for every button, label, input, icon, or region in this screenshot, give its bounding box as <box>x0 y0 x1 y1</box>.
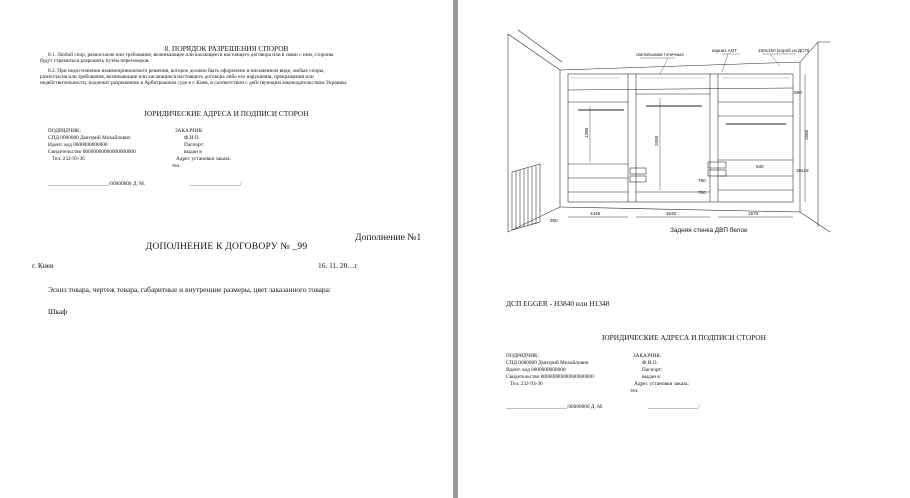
dim-2560: 2560 <box>804 129 809 140</box>
contractor-id: Идент. код 0000000000000 <box>48 142 108 148</box>
contractor-signature-line: _______________________/00000000 Д. М. <box>48 181 146 187</box>
customer-address-right: Адрес установки заказа: <box>634 381 689 387</box>
dim-1570: 1570 <box>748 211 759 216</box>
customer-phone: тел. <box>172 163 181 169</box>
customer-signature-line: ___________________/ <box>190 181 242 187</box>
dim-700: 700 <box>698 190 706 195</box>
label-box: 150х150 (короб из ДСП) <box>758 48 810 53</box>
contractor-name-right: СПД 0000000 Дмитрий Михайлович <box>506 360 589 366</box>
contractor-phone-right: Тел. 232-93-36 <box>510 381 543 387</box>
contractor-certificate-right: Свидетельство 00000000000000000000 <box>506 374 594 380</box>
dim-530: 530 <box>756 164 764 169</box>
city: г. Киев <box>32 261 54 270</box>
contractor-name: СПД 0000000 Дмитрий Михайлович <box>48 135 131 141</box>
wardrobe-drawing <box>500 22 840 242</box>
customer-address: Адрес установки заказа: <box>176 156 231 162</box>
addendum-label: Дополнение №1 <box>355 232 422 243</box>
paragraph-8-2-line-3: недействительности, подлежат разрешению в Арбитражном суде в г. Киев, в соответствии с действующим законодательством Украины. <box>40 80 348 86</box>
paragraph-8-1-line-2: будут стремиться разрешить путём переговоров. <box>40 58 150 64</box>
customer-fio-right: Ф.И.О. <box>642 360 658 366</box>
item-name: Шкаф <box>48 307 68 316</box>
contractor-label-right: ПОДРЯДЧИК: <box>506 353 540 359</box>
section-title: 8. ПОРЯДОК РАЗРЕШЕНИЯ СПОРОВ <box>164 44 289 53</box>
date: 16. 11. 20…г <box>318 261 358 270</box>
customer-passport: Паспорт: <box>184 142 205 148</box>
sketch-description: Эскиз товара, чертеж товара, габаритные и внутренние размеры, цвет заказанного товара: <box>48 285 331 294</box>
customer-phone-right: тел. <box>630 388 639 394</box>
dim-1445: 1445 <box>590 211 601 216</box>
drawing-caption: Задняя стенка ДВП белое <box>670 227 748 234</box>
contractor-label: ПОДРЯДЧИК: <box>48 128 82 134</box>
customer-fio: Ф.И.О. <box>184 135 200 141</box>
addendum-title: ДОПОЛНЕНИЕ К ДОГОВОРУ № _99 <box>145 241 308 252</box>
contractor-certificate: Свидетельство 00000000000000000000 <box>48 149 136 155</box>
customer-signature-line-right: ___________________/ <box>648 404 700 410</box>
paragraph-8-2-line-1: 8.2. При недостижении взаимоприемлемого решения, которое должно быть оформлено в письменном виде, любые споры, <box>48 68 325 74</box>
dim-1640: 1640 <box>666 211 677 216</box>
dim-18x18: 18х18 <box>796 168 809 173</box>
document-page-left <box>0 0 453 498</box>
customer-label-right: ЗАКАЗЧИК: <box>633 353 662 359</box>
label-lights: светильники точечные <box>636 52 684 57</box>
customer-label: ЗАКАЗЧИК: <box>175 128 204 134</box>
document-page-right <box>458 0 910 498</box>
dim-1390: 1390 <box>584 127 589 138</box>
addresses-title-right: ЮРИДИЧЕСКИЕ АДРЕСА И ПОДПИСИ СТОРОН <box>602 333 766 342</box>
label-crown: карниз AGT <box>712 48 738 53</box>
contractor-id-right: Идент. код 0000000000000 <box>506 367 566 373</box>
dim-350: 350 <box>550 218 558 223</box>
paragraph-8-1-line-1: 8.1. Любой спор, разногласие или требование, возникающее или касающееся настоящего договора или в связи с ним, стороны <box>48 52 334 58</box>
customer-passport-right: Паспорт: <box>642 367 663 373</box>
dim-590: 590 <box>794 90 802 95</box>
paragraph-8-2-line-2: разногласия или требования, возникающие или касающиеся настоящего договора либо его нарушения, прекращения или <box>40 74 314 80</box>
contractor-phone: Тел. 232-93-36 <box>52 156 85 162</box>
customer-issued: выдан в <box>184 149 202 155</box>
material-line: ДСП EGGER - H3840 или H1348 <box>506 299 610 308</box>
addresses-title: ЮРИДИЧЕСКИЕ АДРЕСА И ПОДПИСИ СТОРОН <box>144 109 309 118</box>
dim-2000: 2000 <box>654 135 659 146</box>
customer-issued-right: выдан в <box>642 374 660 380</box>
dim-760: 760 <box>698 178 706 183</box>
contractor-signature-line-right: _______________________/00000000 Д. М. <box>506 404 604 410</box>
